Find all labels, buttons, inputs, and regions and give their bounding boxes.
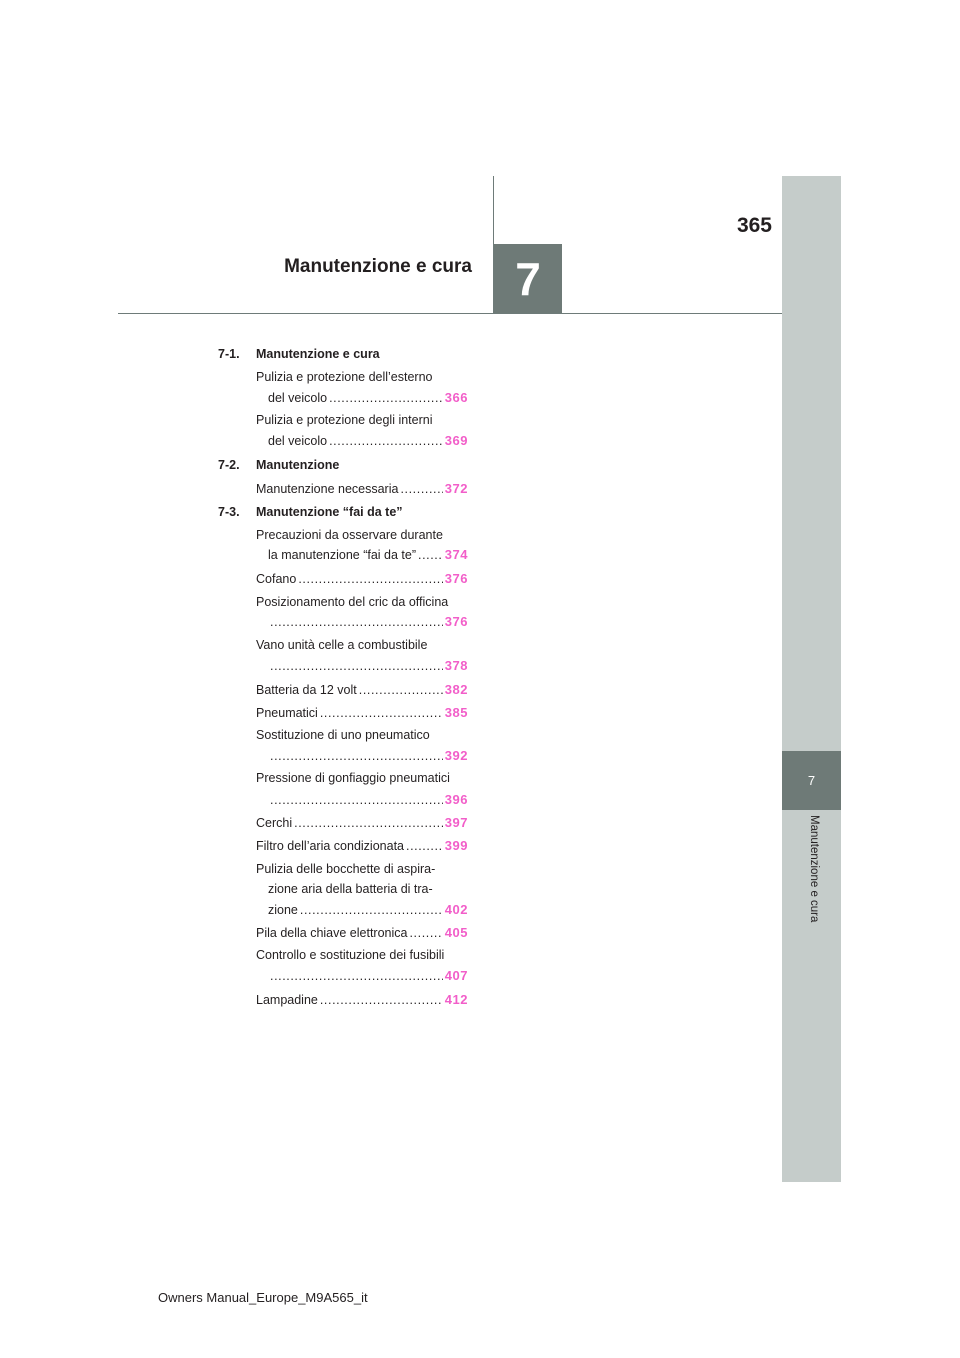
toc-entry-line: Controllo e sostituzione dei fusibili — [256, 948, 445, 962]
leader-dots — [270, 659, 443, 673]
leader-dots — [359, 683, 443, 697]
section-title: Manutenzione — [256, 458, 340, 472]
toc-entry[interactable] — [256, 705, 468, 720]
side-tab — [782, 176, 841, 1182]
page-reference[interactable]: 372 — [444, 481, 468, 496]
chapter-title: Manutenzione e cura — [284, 256, 472, 277]
toc-entry-text: del veicolo — [268, 391, 328, 405]
toc-entry[interactable] — [268, 902, 468, 917]
side-tab-active-chapter[interactable]: 7 — [782, 751, 841, 810]
toc-entry[interactable] — [268, 547, 468, 562]
toc-entry[interactable] — [268, 614, 468, 629]
toc-entry[interactable] — [256, 682, 468, 697]
toc-entry[interactable] — [256, 925, 468, 940]
page-reference[interactable]: 376 — [444, 614, 468, 629]
leader-dots — [270, 969, 443, 983]
leader-dots — [300, 903, 443, 917]
toc-entry-line: Vano unità celle a combustibile — [256, 638, 428, 652]
toc-entry[interactable] — [268, 968, 468, 983]
page-reference[interactable]: 397 — [444, 815, 468, 830]
leader-dots — [418, 548, 443, 562]
toc-entry-text: Cofano — [256, 572, 297, 586]
page-reference[interactable]: 385 — [444, 705, 468, 720]
page-reference[interactable]: 369 — [444, 433, 468, 448]
toc-entry-text: del veicolo — [268, 434, 328, 448]
page-reference[interactable]: 366 — [444, 390, 468, 405]
side-tab-label: Manutenzione e cura — [808, 815, 820, 923]
toc-entry-text: Manutenzione necessaria — [256, 482, 399, 496]
leader-dots — [320, 706, 443, 720]
leader-dots — [270, 749, 443, 763]
toc-entry-text: zione — [268, 903, 298, 917]
toc-entry-line: Precauzioni da osservare durante — [256, 528, 443, 542]
chapter-number-box: 7 — [494, 244, 562, 313]
section-number: 7-1. — [218, 347, 240, 361]
leader-dots — [406, 839, 443, 853]
leader-dots — [400, 482, 442, 496]
page-reference[interactable]: 412 — [444, 992, 468, 1007]
footer-manual-id: Owners Manual_Europe_M9A565_it — [158, 1290, 368, 1305]
toc-entry[interactable] — [268, 390, 468, 405]
toc-entry-line: Pulizia delle bocchette di aspira- — [256, 862, 436, 876]
toc-entry[interactable] — [256, 992, 468, 1007]
toc-entry-text: Batteria da 12 volt — [256, 683, 357, 697]
toc-entry-text: Lampadine — [256, 993, 318, 1007]
section-number: 7-3. — [218, 505, 240, 519]
page-reference[interactable]: 407 — [444, 968, 468, 983]
toc-entry-line: Posizionamento del cric da officina — [256, 595, 449, 609]
toc-entry-text: Pneumatici — [256, 706, 318, 720]
page-reference[interactable]: 392 — [444, 748, 468, 763]
toc-entry-text: Cerchi — [256, 816, 293, 830]
toc-entry[interactable] — [268, 658, 468, 673]
toc-entry-line: Pressione di gonfiaggio pneumatici — [256, 771, 450, 785]
page-reference[interactable]: 378 — [444, 658, 468, 673]
page-reference[interactable]: 374 — [444, 547, 468, 562]
toc-entry-line: Pulizia e protezione degli interni — [256, 413, 433, 427]
section-title: Manutenzione “fai da te” — [256, 505, 403, 519]
toc-entry-line: Pulizia e protezione dell’esterno — [256, 370, 433, 384]
header-horizontal-divider — [118, 313, 782, 314]
page-number: 365 — [736, 214, 772, 237]
toc-entry[interactable] — [268, 433, 468, 448]
leader-dots — [270, 615, 443, 629]
page-reference[interactable]: 382 — [444, 682, 468, 697]
section-title: Manutenzione e cura — [256, 347, 380, 361]
toc-entry-text: Pila della chiave elettronica — [256, 926, 408, 940]
leader-dots — [409, 926, 442, 940]
page-reference[interactable]: 405 — [444, 925, 468, 940]
page-reference[interactable]: 396 — [444, 792, 468, 807]
leader-dots — [329, 391, 443, 405]
toc-entry-line: zione aria della batteria di tra- — [268, 882, 433, 896]
leader-dots — [329, 434, 443, 448]
toc-entry[interactable] — [256, 571, 468, 586]
toc-entry-text: la manutenzione “fai da te” — [268, 548, 417, 562]
page-reference[interactable]: 399 — [444, 838, 468, 853]
toc-entry[interactable] — [268, 792, 468, 807]
page-reference[interactable]: 402 — [444, 902, 468, 917]
leader-dots — [270, 793, 443, 807]
toc-entry[interactable] — [268, 748, 468, 763]
leader-dots — [294, 816, 443, 830]
leader-dots — [320, 993, 443, 1007]
toc-entry-line: Sostituzione di uno pneumatico — [256, 728, 430, 742]
page-reference[interactable]: 376 — [444, 571, 468, 586]
leader-dots — [298, 572, 442, 586]
toc-entry[interactable] — [256, 481, 468, 496]
section-number: 7-2. — [218, 458, 240, 472]
toc-entry[interactable] — [256, 838, 468, 853]
toc-entry-text: Filtro dell’aria condizionata — [256, 839, 404, 853]
toc-entry[interactable] — [256, 815, 468, 830]
